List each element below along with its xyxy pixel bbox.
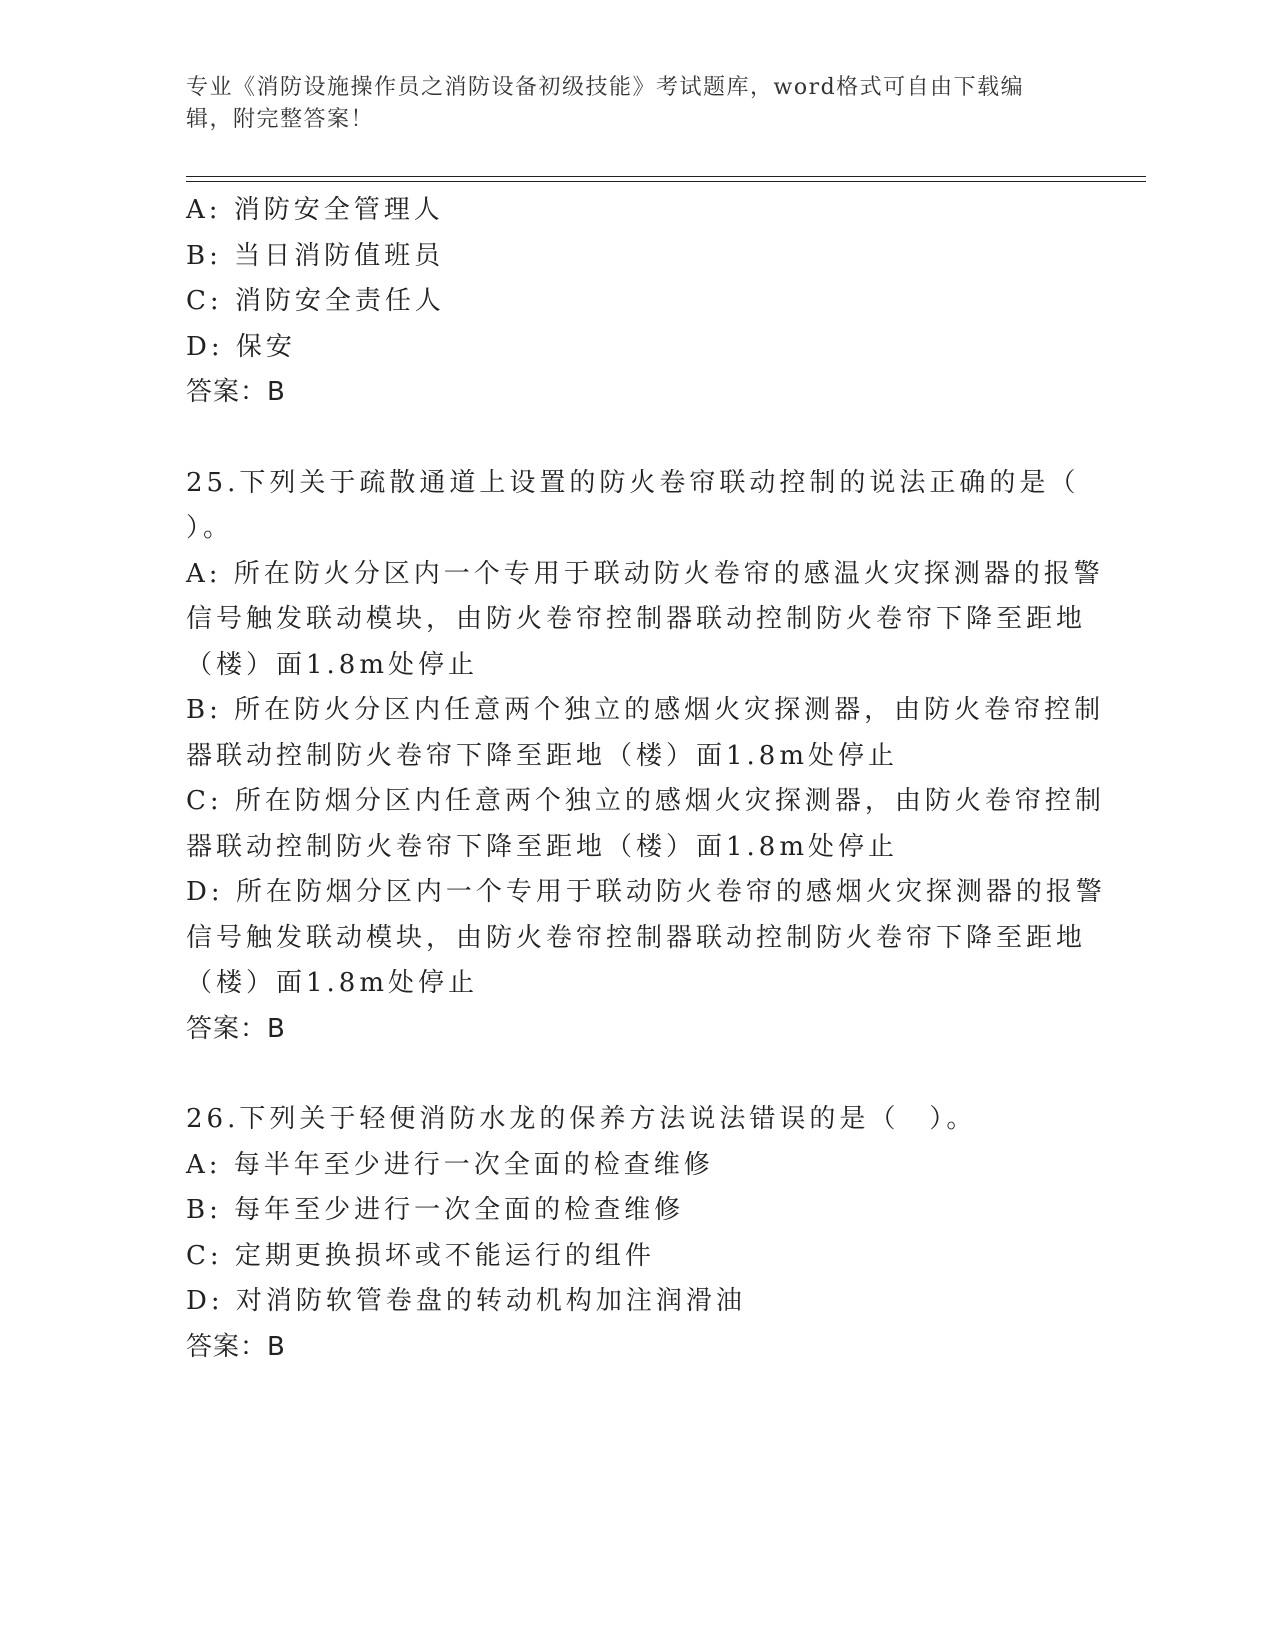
q24-answer: 答案：B <box>186 377 286 407</box>
q26-stem: 26.下列关于轻便消防水龙的保养方法说法错误的是（ ）。 <box>186 1104 977 1134</box>
q25-option-d-line-1: D: 所在防烟分区内一个专用于联动防火卷帘的感烟火灾探测器的报警 <box>186 877 1106 907</box>
document-header <box>186 72 1066 136</box>
q25-option-d-line-3: （楼）面1.8m处停止 <box>186 968 479 998</box>
q26-option-b: B: 每年至少进行一次全面的检查维修 <box>186 1195 685 1225</box>
q25-answer: 答案：B <box>186 1013 286 1044</box>
q25-option-a-line-2: 信号触发联动模块，由防火卷帘控制器联动控制防火卷帘下降至距地 <box>186 604 1087 634</box>
q25-option-d-line-2: 信号触发联动模块，由防火卷帘控制器联动控制防火卷帘下降至距地 <box>186 922 1087 953</box>
q24-option-d: D: 保安 <box>186 331 296 362</box>
q25-option-c-line-2: 器联动控制防火卷帘下降至距地（楼）面1.8m处停止 <box>186 831 899 862</box>
q26-option-c: C: 定期更换损坏或不能运行的组件 <box>186 1240 655 1271</box>
q25-option-a-line-3: （楼）面1.8m处停止 <box>186 649 479 680</box>
header-line-2: 辑，附完整答案！ <box>186 107 375 132</box>
header-divider-bottom <box>186 181 1146 182</box>
q25-option-b-line-1: B: 所在防火分区内任意两个独立的感烟火灾探测器，由防火卷帘控制 <box>186 695 1105 725</box>
q24-option-b: B: 当日消防值班员 <box>186 240 445 271</box>
q25-stem-line-1: 25.下列关于疏散通道上设置的防火卷帘联动控制的说法正确的是（ <box>186 467 1080 498</box>
q25-option-a-line-1: A: 所在防火分区内一个专用于联动防火卷帘的感温火灾探测器的报警 <box>186 558 1104 589</box>
header-divider-top <box>186 176 1146 177</box>
question-content <box>186 188 1106 1370</box>
header-line-1: 专业《消防设施操作员之消防设备初级技能》考试题库，word格式可自由下载编 <box>186 75 1025 100</box>
q26-answer: 答案：B <box>186 1331 286 1362</box>
spacer <box>186 1052 1086 1097</box>
q24-option-c: C: 消防安全责任人 <box>186 286 445 316</box>
q25-option-c-line-1: C: 所在防烟分区内任意两个独立的感烟火灾探测器，由防火卷帘控制 <box>186 786 1105 816</box>
q26-option-a: A: 每半年至少进行一次全面的检查维修 <box>186 1149 714 1180</box>
q25-option-b-line-2: 器联动控制防火卷帘下降至距地（楼）面1.8m处停止 <box>186 740 899 771</box>
spacer <box>186 416 1086 461</box>
q25-stem-line-2: ）。 <box>186 513 234 543</box>
q24-option-a: A: 消防安全管理人 <box>186 195 444 225</box>
q26-option-d: D: 对消防软管卷盘的转动机构加注润滑油 <box>186 1286 746 1316</box>
